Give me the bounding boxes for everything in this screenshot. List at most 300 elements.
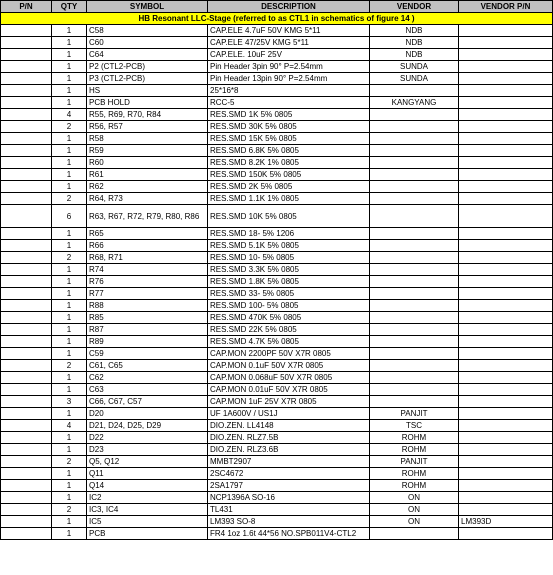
- cell-pn: [1, 300, 52, 312]
- cell-vendor: [370, 372, 459, 384]
- cell-vendor: PANJIT: [370, 456, 459, 468]
- cell-vendor-pn: [459, 468, 553, 480]
- cell-description: NCP1396A SO-16: [208, 492, 370, 504]
- cell-symbol: R66: [87, 240, 208, 252]
- cell-vendor: ROHM: [370, 468, 459, 480]
- cell-pn: [1, 288, 52, 300]
- table-row: [1, 181, 553, 193]
- cell-vendor: [370, 300, 459, 312]
- cell-pn: [1, 480, 52, 492]
- cell-vendor-pn: LM393D: [459, 516, 553, 528]
- table-row: [1, 157, 553, 169]
- table-row: [1, 372, 553, 384]
- cell-vendor-pn: [459, 157, 553, 169]
- cell-vendor: ROHM: [370, 480, 459, 492]
- section-title: HB Resonant LLC-Stage (referred to as CTL1 in schematics of figure 14 ): [1, 13, 553, 25]
- table-row: [1, 300, 553, 312]
- cell-pn: [1, 37, 52, 49]
- cell-pn: [1, 264, 52, 276]
- cell-pn: [1, 97, 52, 109]
- cell-pn: [1, 324, 52, 336]
- cell-symbol: R55, R69, R70, R84: [87, 109, 208, 121]
- table-row: [1, 73, 553, 85]
- section-row: [1, 13, 553, 25]
- cell-vendor-pn: [459, 228, 553, 240]
- cell-vendor-pn: [459, 420, 553, 432]
- cell-symbol: Q5, Q12: [87, 456, 208, 468]
- cell-qty: 1: [52, 480, 87, 492]
- cell-qty: 2: [52, 504, 87, 516]
- cell-vendor-pn: [459, 456, 553, 468]
- table-row: [1, 384, 553, 396]
- cell-symbol: R76: [87, 276, 208, 288]
- table-row: [1, 468, 553, 480]
- cell-description: DIO.ZEN. LL4148: [208, 420, 370, 432]
- cell-vendor-pn: [459, 276, 553, 288]
- cell-description: Pin Header 3pin 90° P=2.54mm: [208, 61, 370, 73]
- cell-symbol: C63: [87, 384, 208, 396]
- cell-vendor: NDB: [370, 37, 459, 49]
- cell-vendor: [370, 384, 459, 396]
- table-row: [1, 360, 553, 372]
- cell-description: RES.SMD 8.2K 1% 0805: [208, 157, 370, 169]
- cell-symbol: R74: [87, 264, 208, 276]
- cell-vendor-pn: [459, 133, 553, 145]
- cell-symbol: R68, R71: [87, 252, 208, 264]
- cell-vendor: [370, 240, 459, 252]
- cell-vendor: [370, 288, 459, 300]
- cell-qty: 1: [52, 324, 87, 336]
- cell-symbol: PCB HOLD: [87, 97, 208, 109]
- cell-pn: [1, 252, 52, 264]
- cell-vendor-pn: [459, 336, 553, 348]
- cell-vendor-pn: [459, 264, 553, 276]
- table-row: [1, 456, 553, 468]
- cell-description: TL431: [208, 504, 370, 516]
- cell-symbol: D21, D24, D25, D29: [87, 420, 208, 432]
- cell-symbol: R58: [87, 133, 208, 145]
- cell-qty: 2: [52, 360, 87, 372]
- cell-vendor: ROHM: [370, 432, 459, 444]
- cell-pn: [1, 360, 52, 372]
- cell-vendor-pn: [459, 240, 553, 252]
- cell-vendor: SUNDA: [370, 73, 459, 85]
- cell-symbol: IC5: [87, 516, 208, 528]
- cell-pn: [1, 85, 52, 97]
- cell-pn: [1, 169, 52, 181]
- cell-description: RCC-5: [208, 97, 370, 109]
- table-row: [1, 49, 553, 61]
- cell-symbol: P2 (CTL2-PCB): [87, 61, 208, 73]
- cell-description: RES.SMD 5.1K 5% 0805: [208, 240, 370, 252]
- cell-qty: 3: [52, 396, 87, 408]
- cell-vendor: PANJIT: [370, 408, 459, 420]
- cell-description: 25*16*8: [208, 85, 370, 97]
- table-row: [1, 516, 553, 528]
- cell-vendor-pn: [459, 205, 553, 228]
- cell-symbol: R88: [87, 300, 208, 312]
- table-row: [1, 145, 553, 157]
- cell-pn: [1, 145, 52, 157]
- cell-symbol: R63, R67, R72, R79, R80, R86: [87, 205, 208, 228]
- cell-vendor-pn: [459, 169, 553, 181]
- cell-vendor-pn: [459, 145, 553, 157]
- cell-vendor: [370, 157, 459, 169]
- cell-symbol: C62: [87, 372, 208, 384]
- header-description: DESCRIPTION: [208, 1, 370, 13]
- cell-symbol: C61, C65: [87, 360, 208, 372]
- cell-qty: 1: [52, 145, 87, 157]
- table-row: [1, 324, 553, 336]
- cell-pn: [1, 384, 52, 396]
- table-row: [1, 408, 553, 420]
- cell-qty: 1: [52, 264, 87, 276]
- cell-qty: 1: [52, 312, 87, 324]
- cell-qty: 1: [52, 444, 87, 456]
- table-row: [1, 133, 553, 145]
- cell-pn: [1, 420, 52, 432]
- cell-vendor-pn: [459, 480, 553, 492]
- cell-pn: [1, 456, 52, 468]
- cell-vendor: [370, 324, 459, 336]
- cell-vendor: KANGYANG: [370, 97, 459, 109]
- cell-qty: 1: [52, 336, 87, 348]
- cell-symbol: D23: [87, 444, 208, 456]
- cell-description: RES.SMD 30K 5% 0805: [208, 121, 370, 133]
- cell-vendor: [370, 133, 459, 145]
- cell-description: MMBT2907: [208, 456, 370, 468]
- table-row: [1, 85, 553, 97]
- cell-qty: 2: [52, 193, 87, 205]
- cell-pn: [1, 504, 52, 516]
- cell-symbol: R85: [87, 312, 208, 324]
- cell-pn: [1, 516, 52, 528]
- cell-qty: 1: [52, 169, 87, 181]
- cell-symbol: R59: [87, 145, 208, 157]
- cell-description: RES.SMD 1.1K 1% 0805: [208, 193, 370, 205]
- table-row: [1, 348, 553, 360]
- cell-vendor-pn: [459, 492, 553, 504]
- table-row: [1, 25, 553, 37]
- cell-description: RES.SMD 18- 5% 1206: [208, 228, 370, 240]
- cell-qty: 1: [52, 468, 87, 480]
- cell-pn: [1, 181, 52, 193]
- cell-vendor: [370, 193, 459, 205]
- cell-pn: [1, 157, 52, 169]
- cell-qty: 4: [52, 109, 87, 121]
- cell-vendor: [370, 336, 459, 348]
- header-pn: P/N: [1, 1, 52, 13]
- cell-symbol: R60: [87, 157, 208, 169]
- cell-description: CAP.ELE. 10uF 25V: [208, 49, 370, 61]
- cell-pn: [1, 336, 52, 348]
- cell-qty: 1: [52, 348, 87, 360]
- cell-symbol: C64: [87, 49, 208, 61]
- cell-qty: 1: [52, 288, 87, 300]
- cell-qty: 2: [52, 121, 87, 133]
- cell-qty: 1: [52, 157, 87, 169]
- table-row: [1, 504, 553, 516]
- cell-pn: [1, 372, 52, 384]
- header-qty: QTY: [52, 1, 87, 13]
- cell-qty: 1: [52, 240, 87, 252]
- cell-vendor: NDB: [370, 25, 459, 37]
- table-row: [1, 444, 553, 456]
- cell-vendor-pn: [459, 384, 553, 396]
- table-row: [1, 169, 553, 181]
- cell-vendor: [370, 312, 459, 324]
- cell-vendor-pn: [459, 300, 553, 312]
- cell-vendor-pn: [459, 288, 553, 300]
- cell-qty: 1: [52, 384, 87, 396]
- cell-vendor: [370, 348, 459, 360]
- cell-pn: [1, 193, 52, 205]
- table-row: [1, 480, 553, 492]
- cell-description: CAP.MON 0.068uF 50V X7R 0805: [208, 372, 370, 384]
- cell-vendor: ON: [370, 504, 459, 516]
- cell-symbol: R62: [87, 181, 208, 193]
- cell-symbol: R65: [87, 228, 208, 240]
- cell-vendor-pn: [459, 348, 553, 360]
- cell-pn: [1, 121, 52, 133]
- cell-vendor-pn: [459, 49, 553, 61]
- table-row: [1, 37, 553, 49]
- cell-vendor-pn: [459, 396, 553, 408]
- cell-vendor-pn: [459, 25, 553, 37]
- cell-description: 2SC4672: [208, 468, 370, 480]
- cell-description: 2SA1797: [208, 480, 370, 492]
- header-vendor-pn: VENDOR P/N: [459, 1, 553, 13]
- cell-qty: 1: [52, 276, 87, 288]
- cell-vendor: [370, 181, 459, 193]
- cell-symbol: R56, R57: [87, 121, 208, 133]
- cell-vendor: [370, 85, 459, 97]
- cell-qty: 1: [52, 228, 87, 240]
- cell-description: RES.SMD 33- 5% 0805: [208, 288, 370, 300]
- cell-pn: [1, 396, 52, 408]
- cell-vendor: [370, 252, 459, 264]
- cell-vendor: [370, 528, 459, 540]
- cell-symbol: D20: [87, 408, 208, 420]
- cell-symbol: D22: [87, 432, 208, 444]
- cell-vendor-pn: [459, 73, 553, 85]
- cell-qty: 4: [52, 420, 87, 432]
- table-row: [1, 240, 553, 252]
- cell-qty: 6: [52, 205, 87, 228]
- cell-qty: 1: [52, 516, 87, 528]
- cell-vendor-pn: [459, 97, 553, 109]
- cell-qty: 1: [52, 25, 87, 37]
- cell-description: CAP.MON 0.01uF 50V X7R 0805: [208, 384, 370, 396]
- cell-vendor-pn: [459, 193, 553, 205]
- cell-qty: 1: [52, 37, 87, 49]
- cell-qty: 2: [52, 252, 87, 264]
- cell-symbol: R77: [87, 288, 208, 300]
- cell-vendor: [370, 121, 459, 133]
- table-row: [1, 252, 553, 264]
- cell-vendor: ON: [370, 492, 459, 504]
- table-row: [1, 528, 553, 540]
- cell-description: RES.SMD 150K 5% 0805: [208, 169, 370, 181]
- cell-qty: 1: [52, 73, 87, 85]
- cell-qty: 1: [52, 181, 87, 193]
- cell-description: CAP.ELE 47/25V KMG 5*11: [208, 37, 370, 49]
- cell-pn: [1, 133, 52, 145]
- cell-pn: [1, 408, 52, 420]
- cell-vendor: [370, 169, 459, 181]
- cell-pn: [1, 109, 52, 121]
- cell-vendor: [370, 264, 459, 276]
- cell-description: RES.SMD 100- 5% 0805: [208, 300, 370, 312]
- cell-description: RES.SMD 15K 5% 0805: [208, 133, 370, 145]
- cell-symbol: HS: [87, 85, 208, 97]
- cell-description: RES.SMD 6.8K 5% 0805: [208, 145, 370, 157]
- cell-pn: [1, 312, 52, 324]
- cell-qty: 1: [52, 61, 87, 73]
- cell-qty: 1: [52, 432, 87, 444]
- cell-vendor-pn: [459, 432, 553, 444]
- cell-qty: 1: [52, 97, 87, 109]
- cell-vendor-pn: [459, 504, 553, 516]
- cell-vendor: [370, 145, 459, 157]
- cell-description: DIO.ZEN. RLZ3.6B: [208, 444, 370, 456]
- cell-vendor-pn: [459, 360, 553, 372]
- cell-vendor-pn: [459, 109, 553, 121]
- cell-description: RES.SMD 10K 5% 0805: [208, 205, 370, 228]
- cell-description: CAP.MON 2200PF 50V X7R 0805: [208, 348, 370, 360]
- cell-vendor: TSC: [370, 420, 459, 432]
- cell-vendor-pn: [459, 324, 553, 336]
- cell-pn: [1, 348, 52, 360]
- cell-pn: [1, 49, 52, 61]
- cell-vendor-pn: [459, 312, 553, 324]
- cell-vendor-pn: [459, 37, 553, 49]
- header-vendor: VENDOR: [370, 1, 459, 13]
- cell-pn: [1, 492, 52, 504]
- cell-pn: [1, 432, 52, 444]
- cell-vendor: NDB: [370, 49, 459, 61]
- cell-vendor-pn: [459, 372, 553, 384]
- cell-description: RES.SMD 3.3K 5% 0805: [208, 264, 370, 276]
- table-row: [1, 61, 553, 73]
- cell-description: FR4 1oz 1.6t 44*56 NO.SPB011V4-CTL2: [208, 528, 370, 540]
- cell-vendor: [370, 396, 459, 408]
- cell-qty: 1: [52, 492, 87, 504]
- cell-symbol: Q11: [87, 468, 208, 480]
- cell-symbol: PCB: [87, 528, 208, 540]
- cell-symbol: C60: [87, 37, 208, 49]
- table-row: [1, 492, 553, 504]
- cell-description: RES.SMD 4.7K 5% 0805: [208, 336, 370, 348]
- cell-qty: 2: [52, 456, 87, 468]
- table-row: [1, 264, 553, 276]
- table-row: [1, 312, 553, 324]
- cell-symbol: Q14: [87, 480, 208, 492]
- cell-qty: 1: [52, 133, 87, 145]
- table-row: [1, 193, 553, 205]
- cell-pn: [1, 61, 52, 73]
- table-row: [1, 288, 553, 300]
- cell-vendor: [370, 109, 459, 121]
- cell-description: Pin Header 13pin 90° P=2.54mm: [208, 73, 370, 85]
- cell-symbol: R64, R73: [87, 193, 208, 205]
- cell-vendor-pn: [459, 121, 553, 133]
- cell-vendor-pn: [459, 181, 553, 193]
- cell-vendor: [370, 360, 459, 372]
- cell-qty: 1: [52, 372, 87, 384]
- cell-symbol: IC2: [87, 492, 208, 504]
- table-row: [1, 205, 553, 228]
- cell-symbol: R87: [87, 324, 208, 336]
- cell-vendor: SUNDA: [370, 61, 459, 73]
- cell-vendor-pn: [459, 85, 553, 97]
- cell-vendor: ROHM: [370, 444, 459, 456]
- cell-vendor-pn: [459, 252, 553, 264]
- cell-symbol: C59: [87, 348, 208, 360]
- cell-pn: [1, 444, 52, 456]
- table-row: [1, 121, 553, 133]
- cell-pn: [1, 528, 52, 540]
- cell-description: CAP.ELE 4.7uF 50V KMG 5*11: [208, 25, 370, 37]
- cell-description: RES.SMD 1.8K 5% 0805: [208, 276, 370, 288]
- cell-description: LM393 SO-8: [208, 516, 370, 528]
- cell-symbol: R89: [87, 336, 208, 348]
- table-row: [1, 432, 553, 444]
- cell-description: CAP.MON 0.1uF 50V X7R 0805: [208, 360, 370, 372]
- table-row: [1, 336, 553, 348]
- cell-description: RES.SMD 1K 5% 0805: [208, 109, 370, 121]
- header-symbol: SYMBOL: [87, 1, 208, 13]
- cell-vendor-pn: [459, 408, 553, 420]
- cell-symbol: C66, C67, C57: [87, 396, 208, 408]
- cell-pn: [1, 228, 52, 240]
- cell-symbol: R61: [87, 169, 208, 181]
- cell-pn: [1, 240, 52, 252]
- cell-description: CAP.MON 1uF 25V X7R 0805: [208, 396, 370, 408]
- cell-qty: 1: [52, 300, 87, 312]
- table-row: [1, 396, 553, 408]
- table-row: [1, 420, 553, 432]
- header-row: [1, 1, 553, 13]
- table-row: [1, 276, 553, 288]
- cell-vendor: ON: [370, 516, 459, 528]
- cell-vendor-pn: [459, 528, 553, 540]
- cell-pn: [1, 468, 52, 480]
- cell-qty: 1: [52, 85, 87, 97]
- cell-qty: 1: [52, 408, 87, 420]
- cell-qty: 1: [52, 49, 87, 61]
- cell-vendor: [370, 228, 459, 240]
- table-row: [1, 97, 553, 109]
- cell-description: DIO.ZEN. RLZ7.5B: [208, 432, 370, 444]
- cell-description: RES.SMD 2K 5% 0805: [208, 181, 370, 193]
- cell-description: RES.SMD 470K 5% 0805: [208, 312, 370, 324]
- table-row: [1, 228, 553, 240]
- cell-description: RES.SMD 10- 5% 0805: [208, 252, 370, 264]
- cell-vendor-pn: [459, 61, 553, 73]
- cell-description: RES.SMD 22K 5% 0805: [208, 324, 370, 336]
- cell-vendor-pn: [459, 444, 553, 456]
- cell-pn: [1, 25, 52, 37]
- cell-pn: [1, 276, 52, 288]
- cell-qty: 1: [52, 528, 87, 540]
- cell-vendor: [370, 205, 459, 228]
- cell-symbol: IC3, IC4: [87, 504, 208, 516]
- table-row: [1, 109, 553, 121]
- cell-vendor: [370, 276, 459, 288]
- cell-symbol: C58: [87, 25, 208, 37]
- cell-pn: [1, 73, 52, 85]
